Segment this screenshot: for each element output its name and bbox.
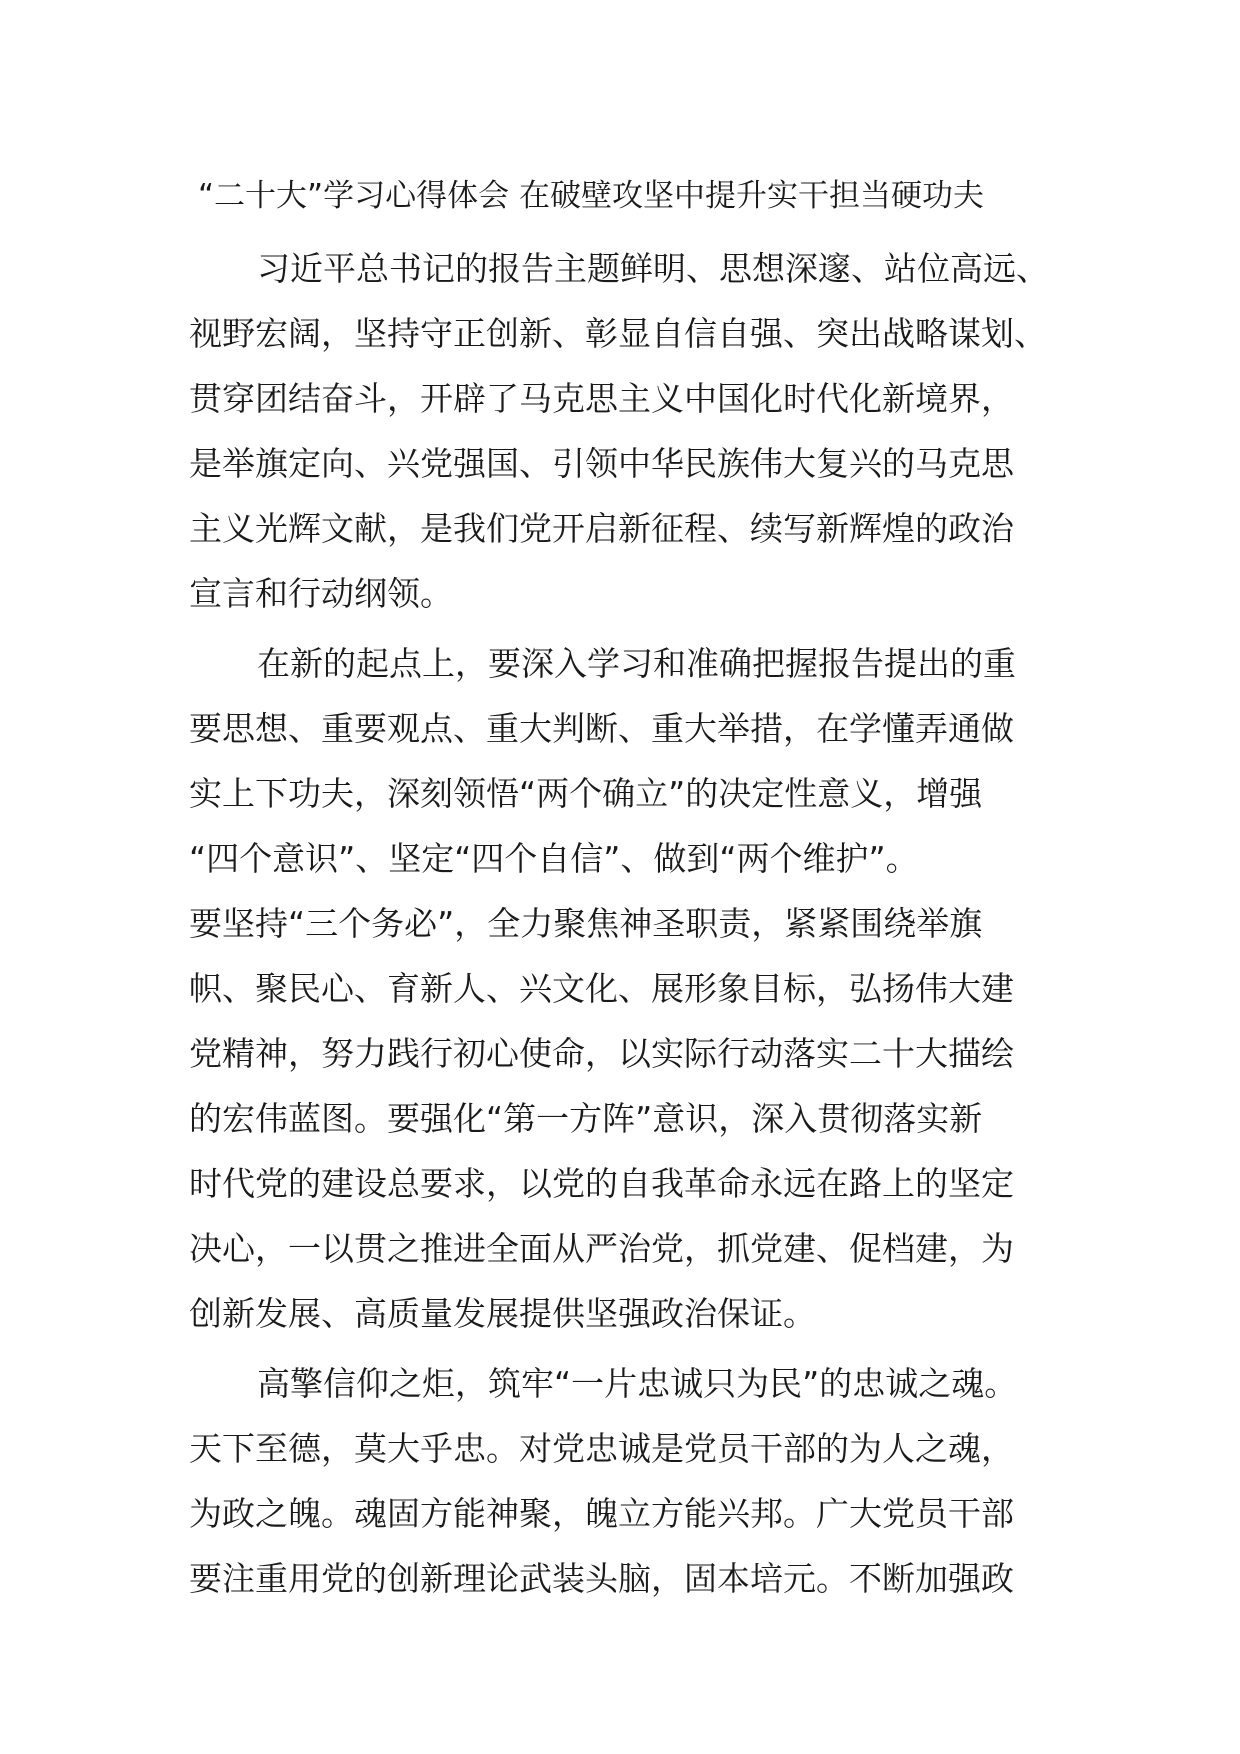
text-line: 创新发展、高质量发展提供坚强政治保证。 [189, 1294, 816, 1333]
paragraph-3 [189, 1351, 1069, 1611]
text-line: 要思想、重要观点、重大判断、重大举措，在学懂弄通做 [189, 709, 1014, 748]
text-line: 的宏伟蓝图。要强化“第一方阵”意识，深入贯彻落实新 [189, 1099, 983, 1138]
text-line: “四个意识”、坚定“四个自信”、做到“两个维护”。 [189, 839, 919, 878]
text-line: 高擎信仰之炬，筑牢“一片忠诚只为民”的忠诚之魂。 [257, 1364, 1018, 1403]
text-line: 主义光辉文献，是我们党开启新征程、续写新辉煌的政治 [189, 509, 1014, 548]
text-line: 视野宏阔，坚持守正创新、彰显自信自强、突出战略谋划、 [189, 314, 1047, 353]
paragraph-1 [189, 236, 1069, 626]
text-line: 时代党的建设总要求，以党的自我革命永远在路上的坚定 [189, 1164, 1014, 1203]
text-line: 宣言和行动纲领。 [189, 574, 453, 613]
text-line: 为政之魄。魂固方能神聚，魄立方能兴邦。广大党员干部 [189, 1494, 1014, 1533]
paragraph-2 [189, 631, 1069, 1346]
text-line: 要坚持“三个务必”，全力聚焦神圣职责，紧紧围绕举旗 [189, 904, 983, 943]
text-line: 习近平总书记的报告主题鲜明、思想深邃、站位高远、 [257, 249, 1049, 288]
text-line: 贯穿团结奋斗，开辟了马克思主义中国化时代化新境界， [189, 379, 1014, 418]
text-line: 天下至德，莫大乎忠。对党忠诚是党员干部的为人之魂， [189, 1429, 1014, 1468]
text-line: 党精神，努力践行初心使命，以实际行动落实二十大描绘 [189, 1034, 1014, 1073]
text-line: 决心，一以贯之推进全面从严治党，抓党建、促档建，为 [189, 1229, 1014, 1268]
text-line: 实上下功夫，深刻领悟“两个确立”的决定性意义，增强 [189, 774, 983, 813]
document-title: “二十大”学习心得体会 在破壁攻坚中提升实干担当硬功夫 [198, 178, 984, 214]
text-line: 帜、聚民心、育新人、兴文化、展形象目标，弘扬伟大建 [189, 969, 1014, 1008]
text-line: 在新的起点上，要深入学习和准确把握报告提出的重 [257, 644, 1016, 683]
document-body [189, 236, 1069, 1616]
text-line: 要注重用党的创新理论武装头脑，固本培元。不断加强政 [189, 1559, 1014, 1598]
text-line: 是举旗定向、兴党强国、引领中华民族伟大复兴的马克思 [189, 444, 1014, 483]
